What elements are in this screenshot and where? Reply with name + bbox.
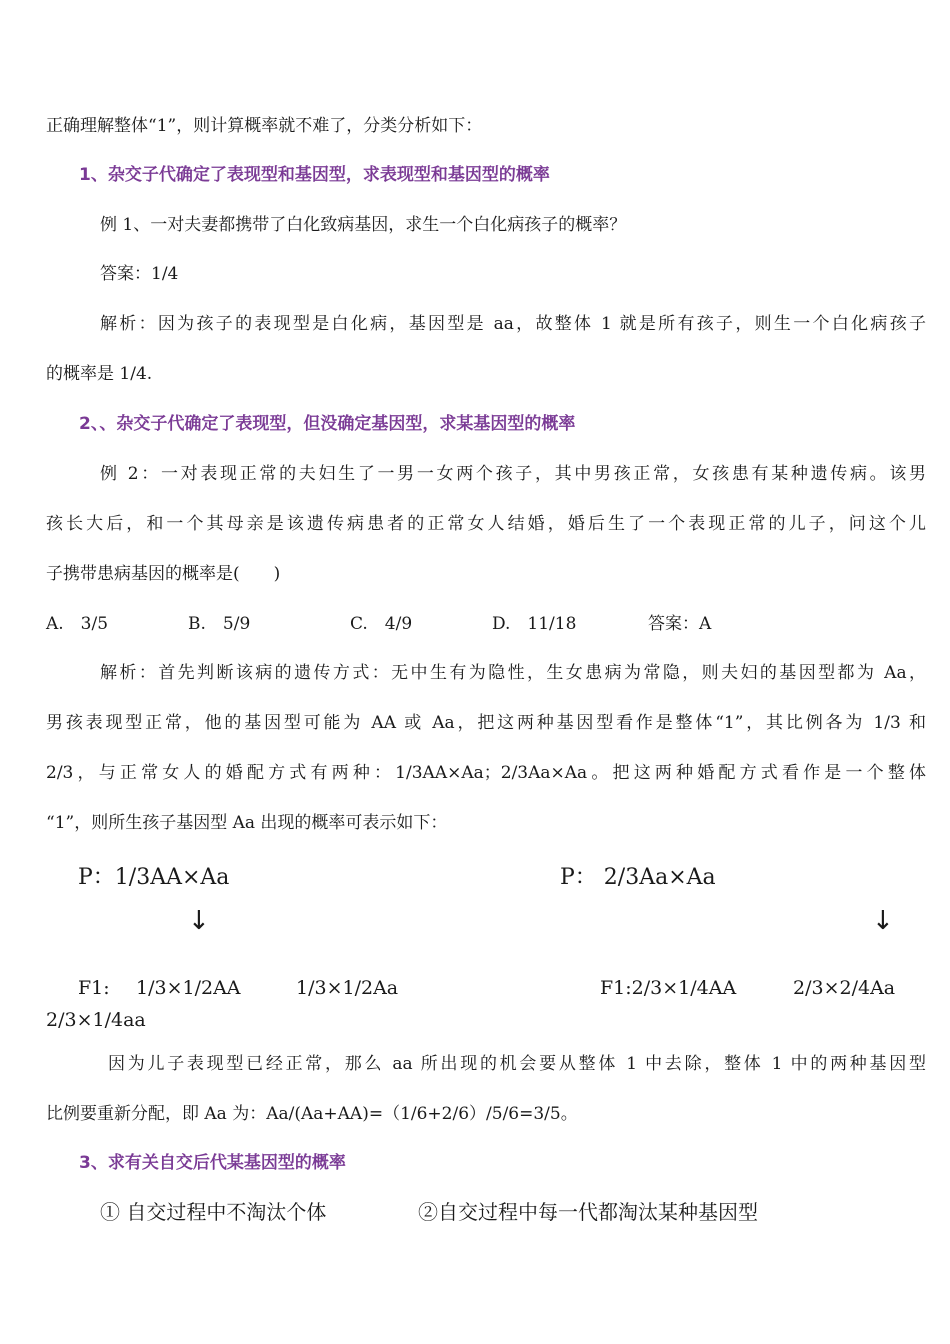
f1-right-aa: F1:2/3×1/4AA xyxy=(600,977,737,999)
f1-left-label: F1: xyxy=(78,977,110,999)
section-2-heading: 2、、杂交子代确定了表现型，但没确定基因型，求某基因型的概率 xyxy=(79,414,576,434)
option-c: C. 4/9 xyxy=(350,614,413,634)
answer-1: 答案：1/4 xyxy=(100,264,179,284)
section-1-heading: 1、杂交子代确定了表现型和基因型，求表现型和基因型的概率 xyxy=(79,165,550,185)
option-d: D. 11/18 xyxy=(492,614,577,634)
example-2-line-1: 例 2：一对表现正常的夫妇生了一男一女两个孩子，其中男孩正常，女孩患有某种遗传病。该男 xyxy=(100,464,926,484)
analysis-2-line-2: 男孩表现型正常，他的基因型可能为 AA 或 Aa，把这两种基因型看作是整体“1”，其比例各为 1/3 和 xyxy=(46,713,926,733)
analysis-1-line-1: 解析：因为孩子的表现型是白化病，基因型是 aa，故整体 1 就是所有孩子，则生一个白化病孩子 xyxy=(100,314,926,334)
conclusion-line-1: 因为儿子表现型已经正常，那么 aa 所出现的机会要从整体 1 中去除，整体 1 中的两种基因型 xyxy=(108,1054,926,1074)
example-1: 例 1、一对夫妻都携带了白化致病基因，求生一个白化病孩子的概率？ xyxy=(100,215,627,235)
arrow-down-icon: ↓ xyxy=(188,906,210,936)
example-2-line-3: 子携带患病基因的概率是( ) xyxy=(46,564,281,584)
f1-right-aa-het: 2/3×2/4Aa xyxy=(793,977,896,999)
section-3-heading: 3、求有关自交后代某基因型的概率 xyxy=(79,1153,346,1173)
conclusion-line-2: 比例要重新分配，即 Aa 为：Aa/(Aa+AA)=（1/6+2/6）/5/6=3/5。 xyxy=(46,1104,578,1124)
analysis-2-line-4: “1”，则所生孩子基因型 Aa 出现的概率可表示如下： xyxy=(46,813,448,833)
analysis-2-line-3: 2/3，与正常女人的婚配方式有两种：1/3AA×Aa；2/3Aa×Aa。把这两种婚配方式看作是一个整体 xyxy=(46,763,926,783)
f1-left-aa: 1/3×1/2AA xyxy=(136,977,241,999)
f1-left-aa-het: 1/3×1/2Aa xyxy=(296,977,399,999)
cross-right-parent: P： 2/3Aa×Aa xyxy=(560,865,716,890)
option-a: A. 3/5 xyxy=(46,614,109,634)
section-3-item-2: ②自交过程中每一代都淘汰某种基因型 xyxy=(418,1200,758,1224)
analysis-1-line-2: 的概率是 1/4. xyxy=(46,364,153,384)
f1-right-aa-rec: 2/3×1/4aa xyxy=(46,1009,146,1031)
example-2-line-2: 孩长大后，和一个其母亲是该遗传病患者的正常女人结婚，婚后生了一个表现正常的儿子，问这个儿 xyxy=(46,514,926,534)
option-b: B. 5/9 xyxy=(188,614,251,634)
arrow-down-icon: ↓ xyxy=(872,906,894,936)
answer-2: 答案：A xyxy=(648,614,712,634)
intro-text: 正确理解整体“1”，则计算概率就不难了，分类分析如下： xyxy=(46,116,483,136)
cross-left-parent: P：1/3AA×Aa xyxy=(78,865,230,890)
analysis-2-line-1: 解析：首先判断该病的遗传方式：无中生有为隐性，生女患病为常隐，则夫妇的基因型都为 Aa， xyxy=(100,663,926,683)
section-3-item-1: ① 自交过程中不淘汰个体 xyxy=(100,1200,327,1224)
